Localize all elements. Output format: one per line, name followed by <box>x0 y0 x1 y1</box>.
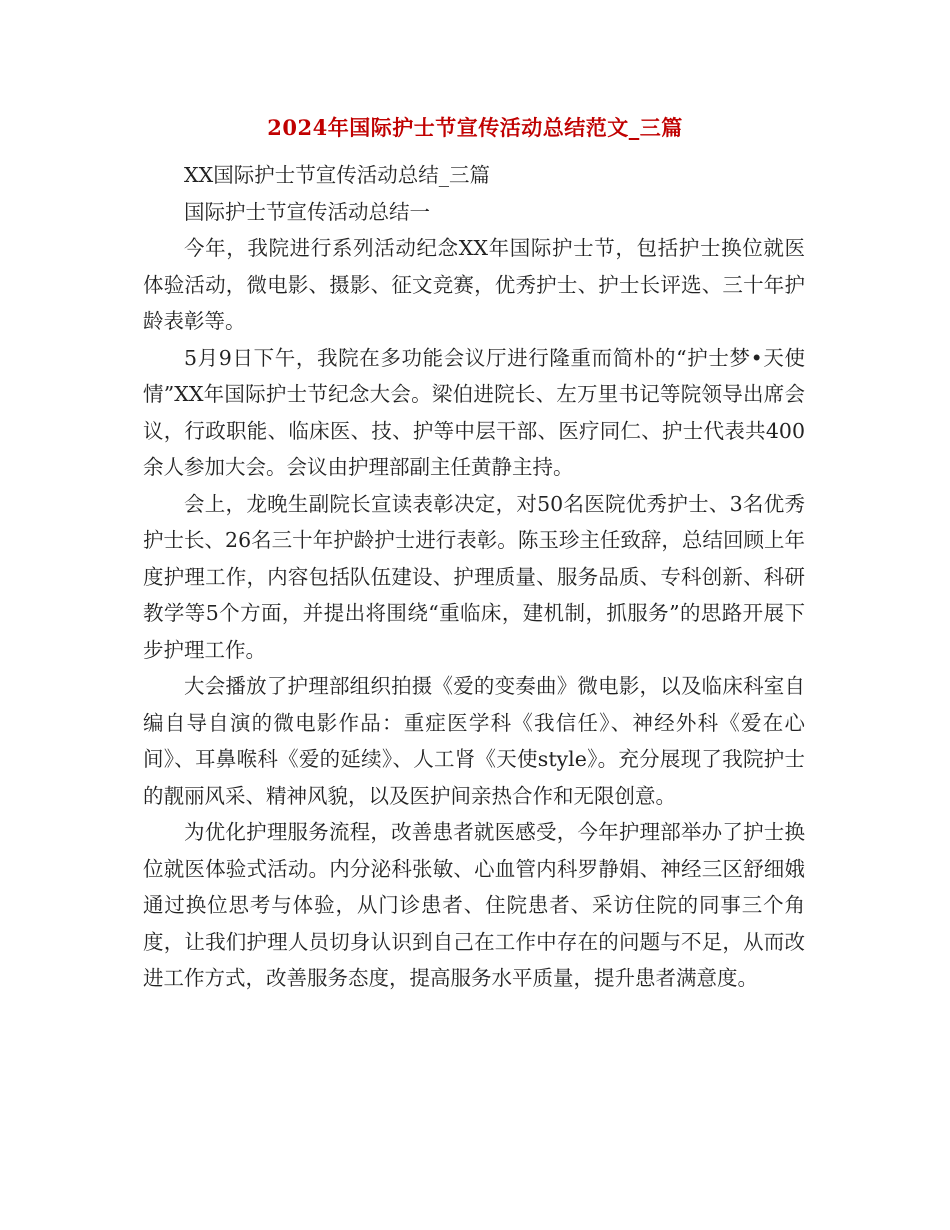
paragraph: 会上，龙晚生副院长宣读表彰决定，对50名医院优秀护士、3名优秀护士长、26名三十年护龄护士进行表彰。陈玉珍主任致辞，总结回顾上年度护理工作，内容包括队伍建设、护理质量、服务品质、专科创新、科研教学等5个方面，并提出将围绕“重临床，建机制，抓服务”的思路开展下步护理工作。 <box>143 491 805 662</box>
paragraph: 为优化护理服务流程，改善患者就医感受，今年护理部举办了护士换位就医体验式活动。内分泌科张敏、心血管内科罗静娟、神经三区舒细娥通过换位思考与体验，从门诊患者、住院患者、采访住院的同事三个角度，让我们护理人员切身认识到自己在工作中存在的问题与不足，从而改进工作方式，改善服务态度，提高服务水平质量，提升患者满意度。 <box>143 820 805 990</box>
paragraph: 大会播放了护理部组织拍摄《爱的变奏曲》微电影，以及临床科室自编自导自演的微电影作品：重症医学科《我信任》、神经外科《爱在心间》、耳鼻喉科《爱的延续》、人工肾《天使style》。充分展现了我院护士的靓丽风采、精神风貌，以及医护间亲热合作和无限创意。 <box>143 674 805 808</box>
paragraph-section-heading: 国际护士节宣传活动总结一 <box>184 199 430 224</box>
document-title: 2024年国际护士节宣传活动总结范文_三篇 <box>267 115 683 140</box>
paragraph-subtitle: XX国际护士节宣传活动总结_三篇 <box>184 163 490 187</box>
paragraph: 今年，我院进行系列活动纪念XX年国际护士节，包括护士换位就医体验活动，微电影、摄影、征文竞赛，优秀护士、护士长评选、三十年护龄表彰等。 <box>143 236 805 333</box>
paragraph: 5月9日下午，我院在多功能会议厅进行隆重而简朴的“护士梦•天使情”XX年国际护士节纪念大会。梁伯进院长、左万里书记等院领导出席会议，行政职能、临床医、技、护等中层干部、医疗同仁、护士代表共400余人参加大会。会议由护理部副主任黄静主持。 <box>143 345 805 479</box>
document-body <box>143 157 805 997</box>
